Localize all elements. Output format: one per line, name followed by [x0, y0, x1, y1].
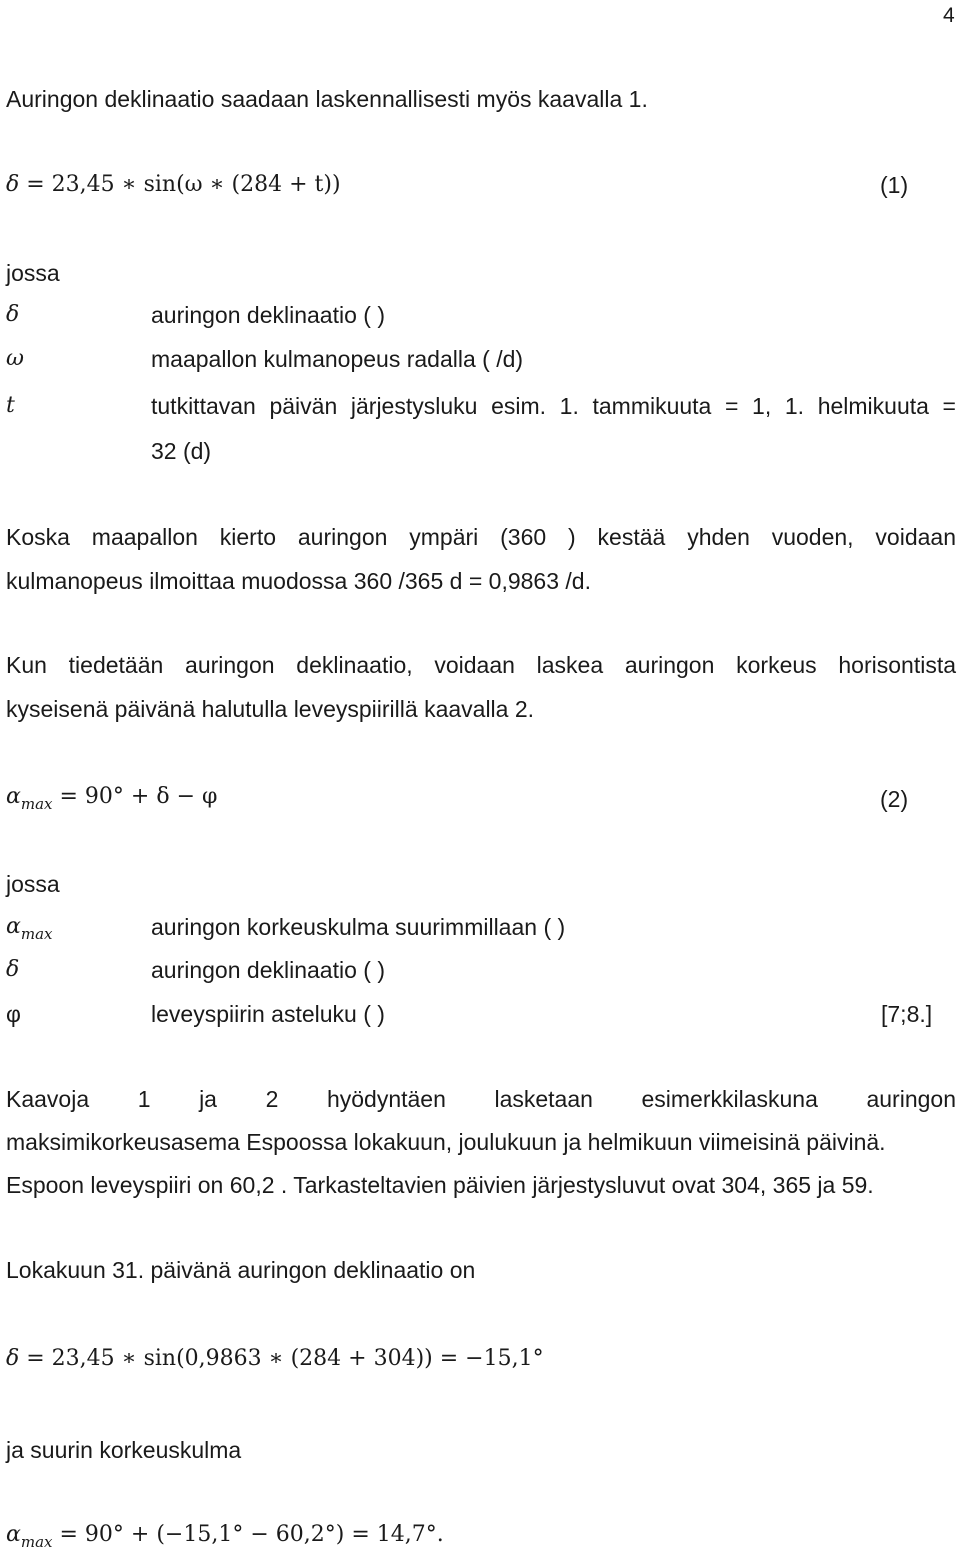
- formula-2: [6, 784, 218, 813]
- paragraph-2-line-2: kyseisenä päivänä halutulla leveyspiirillä kaavalla 2.: [6, 696, 535, 722]
- formula-1-number: (1): [880, 172, 909, 198]
- symbol-delta-2: δ: [6, 957, 20, 982]
- page-number: 4: [943, 4, 955, 27]
- desc-delta-1: auringon deklinaatio ( ): [151, 302, 385, 328]
- symbol-alpha: α: [6, 914, 21, 939]
- formula-1-lhs: δ: [6, 172, 20, 197]
- formula-3-lhs: δ: [6, 1346, 20, 1371]
- paragraph-5: ja suurin korkeuskulma: [6, 1437, 242, 1463]
- formula-3: [6, 1346, 544, 1371]
- symbol-phi: φ: [6, 1001, 21, 1027]
- desc-omega: maapallon kulmanopeus radalla ( /d): [151, 346, 524, 372]
- paragraph-4: Lokakuun 31. päivänä auringon deklinaatio on: [6, 1257, 476, 1283]
- formula-2-lhs-sub: max: [20, 795, 53, 813]
- symbol-omega: ω: [6, 346, 24, 371]
- paragraph-3-line-1: Kaavoja 1 ja 2 hyödyntäen lasketaan esimerkkilaskuna auringon: [6, 1086, 956, 1112]
- formula-4-rhs: = 90° + (−15,1° − 60,2°) = 14,7°.: [59, 1522, 444, 1547]
- where-label-2: jossa: [6, 871, 60, 897]
- formula-4-lhs-sub: max: [20, 1533, 53, 1551]
- symbol-t: t: [6, 393, 15, 418]
- intro-paragraph: Auringon deklinaatio saadaan laskennallisesti myös kaavalla 1.: [6, 86, 648, 112]
- formula-2-lhs: α: [6, 784, 21, 809]
- formula-1-rhs: = 23,45 ∗ sin(ω ∗ (284 + t)): [26, 172, 341, 197]
- reference: [7;8.]: [881, 1001, 933, 1027]
- paragraph-3-line-3: Espoon leveyspiiri on 60,2 . Tarkasteltavien päivien järjestysluvut ovat 304, 365 ja 59.: [6, 1172, 874, 1198]
- formula-1: [6, 172, 341, 197]
- paragraph-3-line-2: maksimikorkeusasema Espoossa lokakuun, joulukuun ja helmikuun viimeisinä päivinä.: [6, 1129, 886, 1155]
- formula-2-rhs: = 90° + δ − φ: [59, 784, 218, 809]
- where-label-1: jossa: [6, 260, 60, 286]
- symbol-delta-1: δ: [6, 302, 20, 327]
- desc-delta-2: auringon deklinaatio ( ): [151, 957, 385, 983]
- desc-t: tutkittavan päivän järjestysluku esim. 1. tammikuuta = 1, 1. helmikuuta =: [151, 393, 956, 419]
- paragraph-1-line-1: Koska maapallon kierto auringon ympäri (360 ) kestää yhden vuoden, voidaan: [6, 524, 956, 550]
- formula-4: [6, 1522, 444, 1551]
- formula-4-lhs: α: [6, 1522, 21, 1547]
- desc-t-cont: 32 (d): [151, 438, 212, 464]
- formula-2-number: (2): [880, 786, 909, 812]
- paragraph-2-line-1: Kun tiedetään auringon deklinaatio, voidaan laskea auringon korkeus horisontista: [6, 652, 956, 678]
- symbol-alpha-max: [6, 914, 53, 943]
- formula-3-rhs: = 23,45 ∗ sin(0,9863 ∗ (284 + 304)) = −15,1°: [26, 1346, 544, 1371]
- desc-alpha-max: auringon korkeuskulma suurimmillaan ( ): [151, 914, 566, 940]
- symbol-alpha-sub: max: [20, 925, 53, 943]
- desc-phi: leveyspiirin asteluku ( ): [151, 1001, 385, 1027]
- paragraph-1-line-2: kulmanopeus ilmoittaa muodossa 360 /365 d = 0,9863 /d.: [6, 568, 591, 594]
